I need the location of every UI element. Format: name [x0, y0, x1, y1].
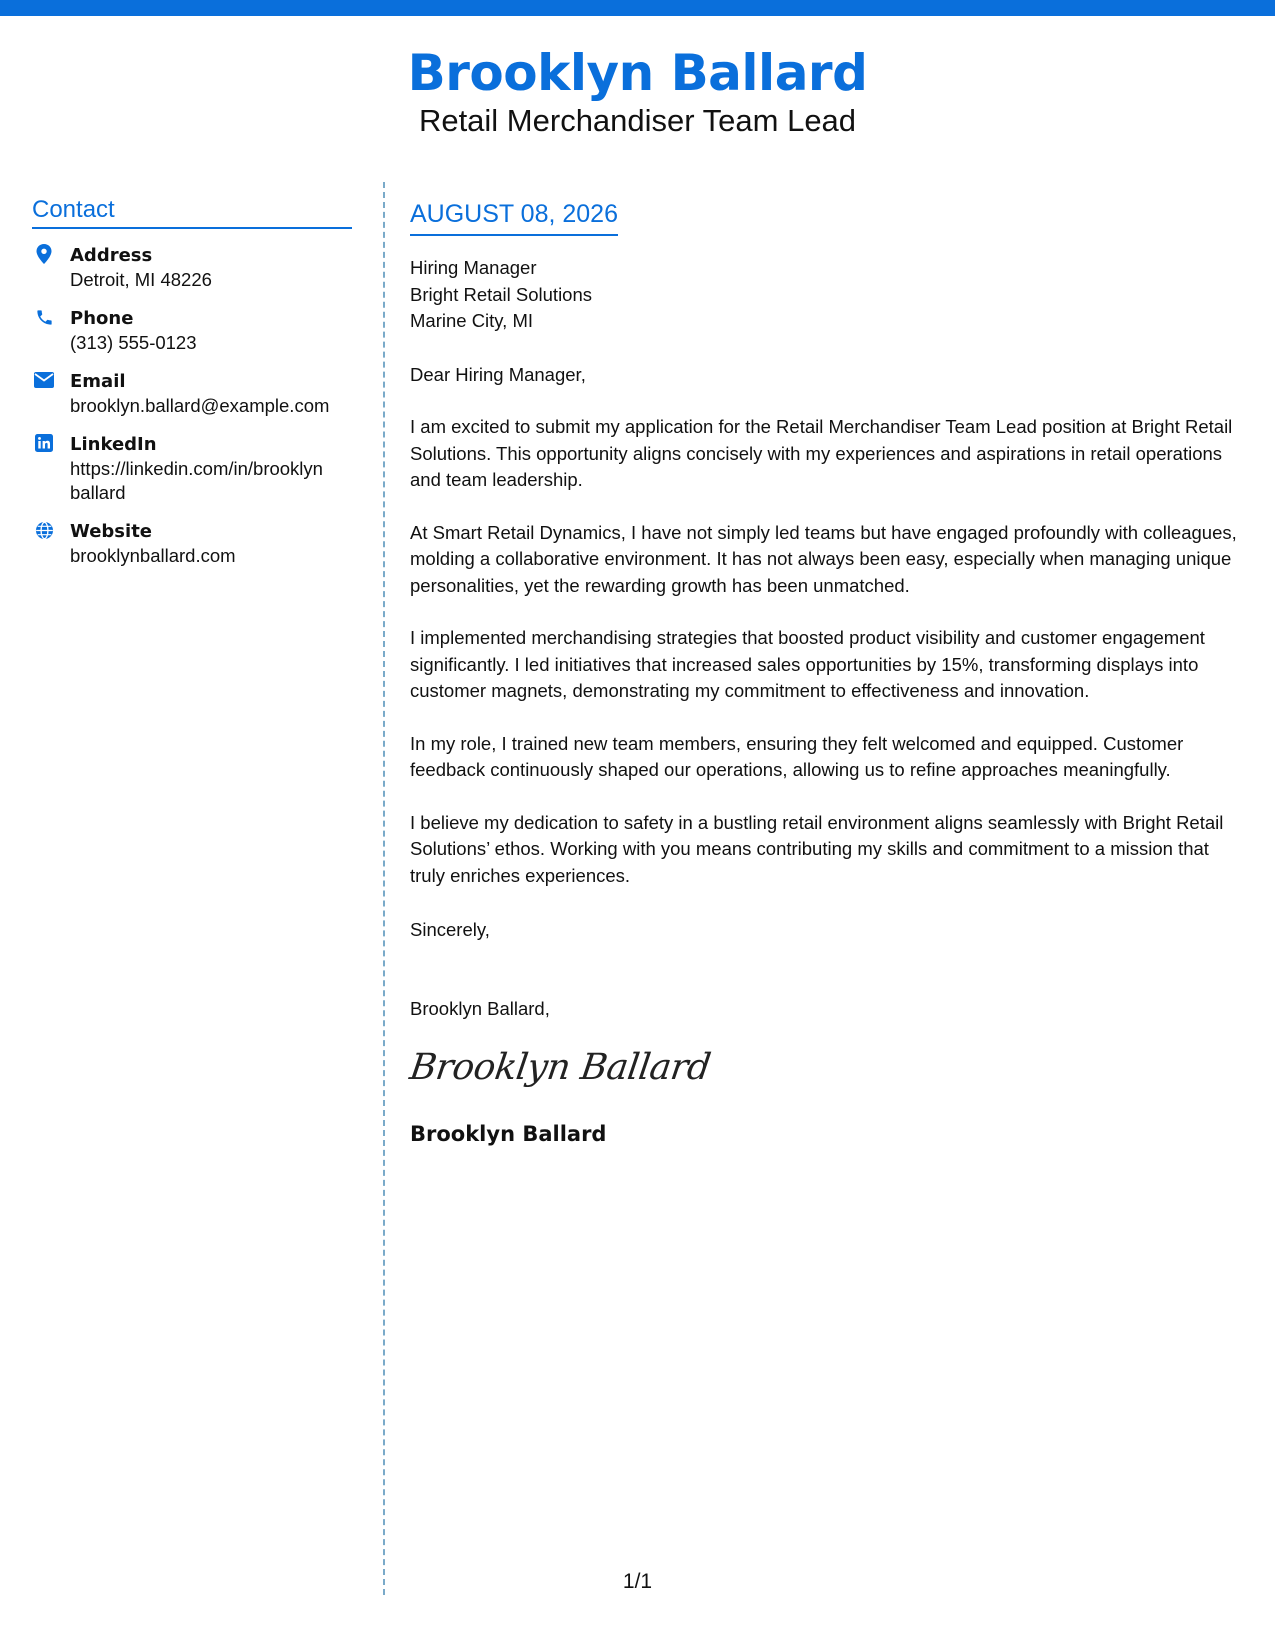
contact-label: Website: [70, 521, 153, 542]
contact-value: (313) 555-0123: [70, 332, 197, 353]
header: [0, 42, 1275, 139]
column-divider: [383, 182, 385, 1595]
printed-name: Brooklyn Ballard: [410, 1122, 607, 1146]
contact-item-phone: [32, 306, 352, 355]
recipient-block: [410, 255, 1250, 335]
phone-icon: [34, 307, 54, 327]
contact-item-address: [32, 243, 352, 292]
contact-value: https://linkedin.com/in/brooklyn: [70, 458, 323, 479]
contact-label: Email: [70, 371, 126, 392]
envelope-icon: [34, 370, 54, 390]
contact-heading: Contact: [32, 196, 352, 229]
handwritten-signature: Brooklyn Ballard: [407, 1047, 713, 1088]
linkedin-icon: [34, 433, 54, 453]
recipient-line: Bright Retail Solutions: [410, 283, 593, 305]
letter-date: AUGUST 08, 2026: [410, 198, 618, 236]
body-paragraph: I believe my dedication to safety in a bustling retail environment aligns seamlessly with Bright Retail Solutions’ ethos. Working with you means contributing my skills and commitment to a mission that truly enriches experiences.: [410, 811, 1224, 886]
contact-item-website: [32, 519, 352, 568]
map-pin-icon: [34, 244, 54, 264]
contact-label: LinkedIn: [70, 434, 157, 455]
recipient-line: Marine City, MI: [410, 310, 534, 331]
contact-sidebar: [32, 196, 352, 582]
recipient-line: Hiring Manager: [410, 257, 537, 278]
contact-value: brooklyn.ballard@example.com: [70, 395, 330, 416]
cover-letter-body: [407, 198, 1250, 1148]
contact-item-email: [32, 369, 352, 418]
body-paragraph: In my role, I trained new team members, ensuring they felt welcomed and equipped. Customer feedback continuously shaped our operations, allowing us to refine approaches meaningfully.: [410, 732, 1184, 780]
page-number: 1/1: [622, 1570, 653, 1593]
contact-value: brooklynballard.com: [70, 545, 236, 566]
job-title: Retail Merchandiser Team Lead: [418, 103, 857, 138]
body-paragraph: At Smart Retail Dynamics, I have not simply led teams but have engaged profoundly with colleagues, molding a collaborative environment. It has not always been easy, especially when managing unique personalities, yet the rewarding growth has been unmatched.: [410, 521, 1237, 596]
contact-item-linkedin: [32, 432, 352, 505]
contact-list: [32, 243, 352, 568]
body-paragraph: I am excited to submit my application for the Retail Merchandiser Team Lead position at Bright Retail Solutions. This opportunity aligns concisely with my experiences and aspirations in retail operations and team leadership.: [410, 416, 1233, 490]
salutation: Dear Hiring Manager,: [410, 363, 586, 385]
globe-icon: [34, 520, 54, 540]
body-paragraph: I implemented merchandising strategies that boosted product visibility and customer engagement significantly. I led initiatives that increased sales opportunities by 15%, transforming displays into customer magnets, demonstrating my commitment to effectiveness and innovation.: [410, 627, 1205, 701]
closing: Sincerely,: [410, 919, 490, 940]
contact-value-continued: ballard: [70, 482, 126, 503]
contact-label: Address: [70, 245, 153, 266]
applicant-name: Brooklyn Ballard: [407, 44, 868, 102]
contact-value: Detroit, MI 48226: [70, 269, 212, 290]
contact-label: Phone: [70, 308, 134, 329]
signoff-name: Brooklyn Ballard,: [410, 997, 550, 1019]
top-accent-bar: [0, 0, 1275, 16]
